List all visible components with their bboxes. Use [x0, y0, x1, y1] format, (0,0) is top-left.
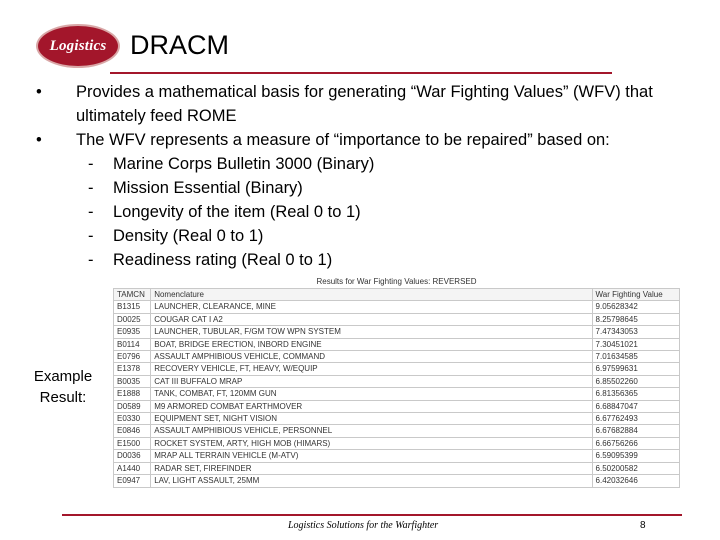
table-row	[114, 351, 680, 363]
sub-bullet-list	[36, 152, 706, 272]
table-row	[114, 363, 680, 375]
tamcn-cell: D0589	[114, 400, 151, 412]
table-row	[114, 326, 680, 338]
nomenclature-cell: M9 ARMORED COMBAT EARTHMOVER	[151, 400, 592, 412]
wfv-cell: 7.01634585	[592, 351, 679, 363]
results-table-image	[113, 276, 680, 503]
nomenclature-cell: RECOVERY VEHICLE, FT, HEAVY, W/EQUIP	[151, 363, 592, 375]
sub-bullet-text: Density (Real 0 to 1)	[113, 227, 264, 245]
wfv-cell: 7.47343053	[592, 326, 679, 338]
table-row	[114, 388, 680, 400]
footer-divider	[62, 514, 682, 516]
nomenclature-cell: BOAT, BRIDGE ERECTION, INBORD ENGINE	[151, 338, 592, 350]
table-row	[114, 301, 680, 313]
nomenclature-cell: EQUIPMENT SET, NIGHT VISION	[151, 413, 592, 425]
column-header: TAMCN	[114, 289, 151, 301]
wfv-cell: 8.25798645	[592, 313, 679, 325]
nomenclature-cell: LAUNCHER, TUBULAR, F/GM TOW WPN SYSTEM	[151, 326, 592, 338]
column-header: Nomenclature	[151, 289, 592, 301]
sub-bullet-text: Longevity of the item (Real 0 to 1)	[113, 203, 361, 221]
table-row	[114, 450, 680, 462]
slide-title: DRACM	[130, 30, 229, 60]
nomenclature-cell: RADAR SET, FIREFINDER	[151, 462, 592, 474]
wfv-cell: 9.05628342	[592, 301, 679, 313]
wfv-cell: 6.42032646	[592, 475, 679, 487]
wfv-cell: 6.85502260	[592, 375, 679, 387]
table-row	[114, 375, 680, 387]
table-row	[114, 475, 680, 487]
bullet-dot-icon: •	[36, 131, 42, 149]
tamcn-cell: B0035	[114, 375, 151, 387]
bullet-item	[36, 128, 706, 152]
dash-icon: -	[88, 227, 94, 245]
wfv-cell: 6.97599631	[592, 363, 679, 375]
wfv-cell: 6.66756266	[592, 437, 679, 449]
dash-icon: -	[88, 251, 94, 269]
wfv-cell: 6.81356365	[592, 388, 679, 400]
tamcn-cell: E0330	[114, 413, 151, 425]
nomenclature-cell: TANK, COMBAT, FT, 120MM GUN	[151, 388, 592, 400]
tamcn-cell: E0846	[114, 425, 151, 437]
column-header: War Fighting Value	[592, 289, 679, 301]
tamcn-cell: E0935	[114, 326, 151, 338]
logistics-logo	[38, 26, 118, 66]
tamcn-cell: E1378	[114, 363, 151, 375]
tamcn-cell: E1500	[114, 437, 151, 449]
logo-text: Logistics	[49, 37, 107, 54]
table-row	[114, 462, 680, 474]
wfv-cell: 6.67762493	[592, 413, 679, 425]
table-title: Results for War Fighting Values: REVERSED	[316, 277, 477, 286]
results-table	[113, 288, 680, 488]
dash-icon: -	[88, 203, 94, 221]
wfv-cell: 6.59095399	[592, 450, 679, 462]
bullet-text: The WFV represents a measure of “importance to be repaired” based on:	[76, 131, 610, 149]
table-row	[114, 400, 680, 412]
footer-text: Logistics Solutions for the Warfighter	[288, 520, 439, 531]
wfv-cell: 6.50200582	[592, 462, 679, 474]
sub-bullet-text: Readiness rating (Real 0 to 1)	[113, 251, 333, 269]
tamcn-cell: A1440	[114, 462, 151, 474]
nomenclature-cell: ASSAULT AMPHIBIOUS VEHICLE, COMMAND	[151, 351, 592, 363]
tamcn-cell: D0025	[114, 313, 151, 325]
nomenclature-cell: COUGAR CAT I A2	[151, 313, 592, 325]
table-row	[114, 425, 680, 437]
table-row	[114, 437, 680, 449]
wfv-cell: 6.67682884	[592, 425, 679, 437]
sub-bullet-item	[36, 200, 706, 224]
table-row	[114, 413, 680, 425]
tamcn-cell: B0114	[114, 338, 151, 350]
bullet-text: Provides a mathematical basis for generating “War Fighting Values” (WFV) that ultimately feed ROME	[76, 83, 653, 125]
table-row	[114, 313, 680, 325]
sub-bullet-item	[36, 248, 706, 272]
nomenclature-cell: LAUNCHER, CLEARANCE, MINE	[151, 301, 592, 313]
table-header-row	[114, 289, 680, 301]
bullet-list	[36, 80, 706, 272]
example-label: Example Result:	[33, 368, 93, 406]
bullet-dot-icon: •	[36, 83, 42, 101]
title-divider	[110, 72, 612, 74]
nomenclature-cell: ROCKET SYSTEM, ARTY, HIGH MOB (HIMARS)	[151, 437, 592, 449]
nomenclature-cell: MRAP ALL TERRAIN VEHICLE (M-ATV)	[151, 450, 592, 462]
tamcn-cell: E1888	[114, 388, 151, 400]
nomenclature-cell: LAV, LIGHT ASSAULT, 25MM	[151, 475, 592, 487]
nomenclature-cell: CAT III BUFFALO MRAP	[151, 375, 592, 387]
sub-bullet-item	[36, 224, 706, 248]
page-number: 8	[640, 520, 646, 531]
tamcn-cell: D0036	[114, 450, 151, 462]
sub-bullet-text: Marine Corps Bulletin 3000 (Binary)	[113, 155, 375, 173]
tamcn-cell: E0796	[114, 351, 151, 363]
sub-bullet-item	[36, 176, 706, 200]
wfv-cell: 7.30451021	[592, 338, 679, 350]
sub-bullet-item	[36, 152, 706, 176]
bullet-item	[36, 80, 706, 128]
sub-bullet-text: Mission Essential (Binary)	[113, 179, 303, 197]
dash-icon: -	[88, 179, 94, 197]
tamcn-cell: E0947	[114, 475, 151, 487]
tamcn-cell: B1315	[114, 301, 151, 313]
nomenclature-cell: ASSAULT AMPHIBIOUS VEHICLE, PERSONNEL	[151, 425, 592, 437]
wfv-cell: 6.68847047	[592, 400, 679, 412]
table-row	[114, 338, 680, 350]
dash-icon: -	[88, 155, 94, 173]
